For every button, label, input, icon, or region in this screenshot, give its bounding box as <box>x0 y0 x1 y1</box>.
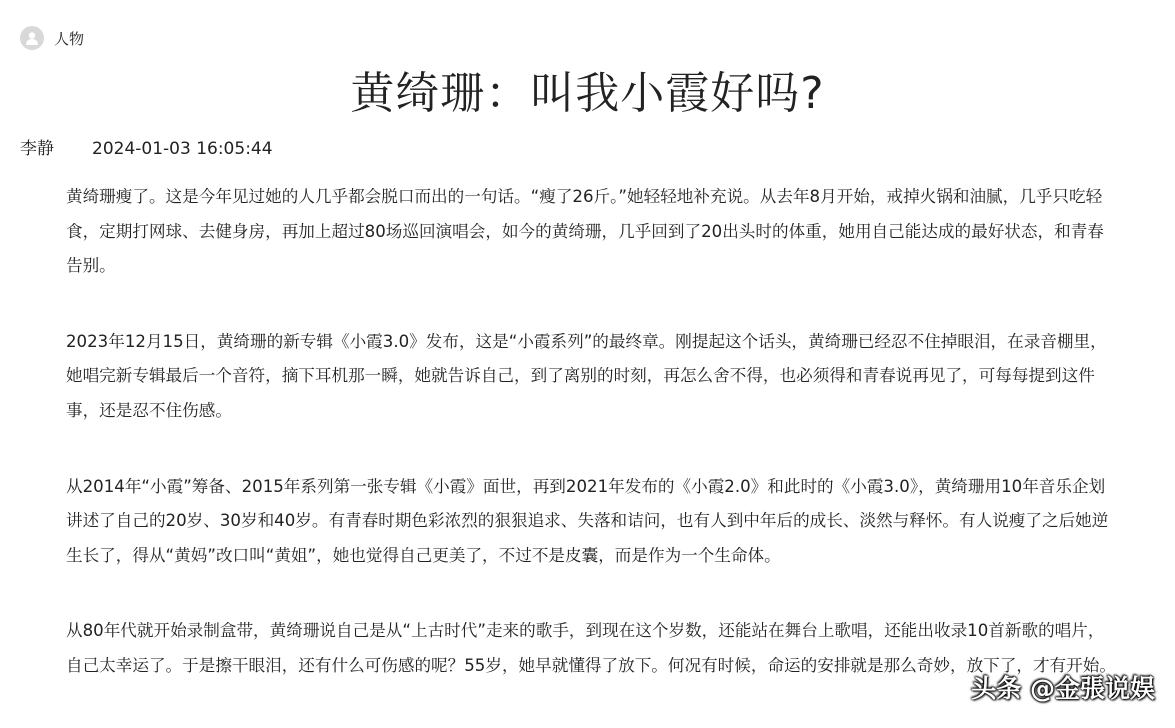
article-paragraph: 黄绮珊瘦了。这是今年见过她的人几乎都会脱口而出的一句话。“瘦了26斤。”她轻轻地补充说。从去年8月开始，戒掉火锅和油腻，几乎只吃轻食，定期打网球、去健身房，再加上超过80场巡回演唱会，如今的黄绮珊，几乎回到了20出头时的体重，她用自己能达成的最好状态，和青春告别。 <box>66 187 1104 276</box>
publish-datetime: 2024-01-03 16:05:44 <box>92 139 273 159</box>
article-paragraph: 从80年代就开始录制盒带，黄绮珊说自己是从“上古时代”走来的歌手，到现在这个岁数，还能站在舞台上歌唱，还能出收录10首新歌的唱片，自己太幸运了。于是擦干眼泪，还有什么可伤感的呢？55岁，她早就懂得了放下。何况有时候，命运的安排就是那么奇妙，放下了，才有开始。 <box>66 621 1116 675</box>
article-meta <box>20 137 273 161</box>
user-icon[interactable] <box>20 26 44 50</box>
source-watermark: 头条 @金張说娱 <box>971 674 1155 703</box>
user-icon-glyph <box>24 30 40 46</box>
article-body <box>66 180 1116 725</box>
article-paragraph: 从2014年“小霞”筹备、2015年系列第一张专辑《小霞》面世，再到2021年发布的《小霞2.0》和此时的《小霞3.0》，黄绮珊用10年音乐企划讲述了自己的20岁、30岁和40岁。有青春时期色彩浓烈的狠狠追求、失落和诘问，也有人到中年后的成长、淡然与释怀。有人说瘦了之后她逆生长了，得从“黄妈”改口叫“黄姐”，她也觉得自己更美了，不过不是皮囊，而是作为一个生命体。 <box>66 476 1109 565</box>
article-title: 黄绮珊：叫我小霞好吗? <box>350 68 825 119</box>
article-paragraph: 2023年12月15日，黄绮珊的新专辑《小霞3.0》发布，这是“小霞系列”的最终章。刚提起这个话头，黄绮珊已经忍不住掉眼泪，在录音棚里，她唱完新专辑最后一个音符，摘下耳机那一瞬，她就告诉自己，到了离别的时刻，再怎么舍不得，也必须得和青春说再见了，可每每提到这件事，还是忍不住伤感。 <box>66 331 1107 420</box>
channel-name[interactable]: 人物 <box>54 29 85 48</box>
channel-header[interactable] <box>20 25 84 51</box>
author-name[interactable]: 李静 <box>20 139 54 159</box>
